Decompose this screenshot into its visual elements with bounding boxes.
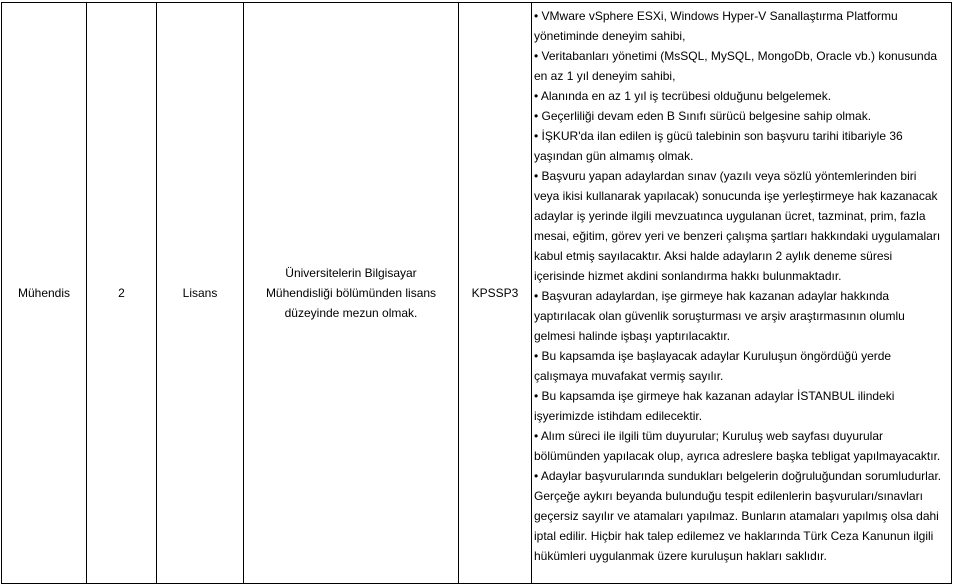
requirement-item: • Adaylar başvurularında sundukları belgelerin doğruluğundan sorumludurlar. Gerçeğe aykırı beyanda bulunduğu tespit edilenlerin başvuruları/sınavları geçersiz sayılır ve atamaları yapılmaz. Bunların atamaları yapılmış olsa dahi iptal edilir. Hiçbir hak talep edilemez ve haklarında Türk Ceza Kanunun ilgili hükümleri uygulanmak üzere kuruluşun hakları saklıdır. xyxy=(534,469,942,563)
department-cell xyxy=(244,3,459,584)
count-cell: 2 xyxy=(87,3,157,584)
table-row xyxy=(2,3,952,584)
exam-cell: KPSSP3 xyxy=(459,3,532,584)
requirement-item: • Bu kapsamda işe başlayacak adaylar Kuruluşun öngördüğü yerde çalışmaya muvafakat vermiş sayılır. xyxy=(534,349,892,383)
requirement-item: • Başvuran adaylardan, işe girmeye hak kazanan adaylar hakkında yaptırılacak olan güvenlik soruşturması ve arşiv araştırmasının olumlu gelmesi halinde işbaşı yaptırılacaktır. xyxy=(534,289,905,343)
requirement-item: • Geçerliliği devam eden B Sınıfı sürücü belgesine sahip olmak. xyxy=(534,109,872,123)
requirement-item: • Veritabanları yönetimi (MsSQL, MySQL, MongoDb, Oracle vb.) konusunda en az 1 yıl deneyim sahibi, xyxy=(534,49,938,83)
requirement-item: • Bu kapsamda işe girmeye hak kazanan adaylar İSTANBUL ilindeki işyerimizde istihdam edilecektir. xyxy=(534,389,895,423)
requirement-item: • İŞKUR'da ilan edilen iş gücü talebinin son başvuru tarihi itibariyle 36 yaşından gün almamış olmak. xyxy=(534,129,903,163)
job-posting-table xyxy=(1,2,952,584)
job-posting-table-wrapper xyxy=(1,2,951,584)
requirement-item: • VMware vSphere ESXi, Windows Hyper-V Sanallaştırma Platformu yönetiminde deneyim sahibi, xyxy=(534,9,898,43)
requirements-cell xyxy=(532,3,952,584)
education-cell: Lisans xyxy=(157,3,244,584)
requirement-item: • Başvuru yapan adaylardan sınav (yazılı veya sözlü yöntemlerinden biri veya ikisi kullanarak yapılacak) sonucunda işe yerleştirmeye hak kazanacak adaylar iş yerinde ilgili mevzuatınca uygulanan ücret, tazminat, prim, fazla mesai, eğitim, görev yeri ve benzeri çalışma şartları hakkındaki uygulamaları kabul etmiş sayılacaktır. Aksi halde adayların 2 aylık deneme süresi içerisinde hizmet akdini sonlandırma hakkı bulunmaktadır. xyxy=(534,169,941,283)
position-cell: Mühendis xyxy=(2,3,87,584)
requirement-item: • Alanında en az 1 yıl iş tecrübesi olduğunu belgelemek. xyxy=(534,89,832,103)
requirement-item: • Alım süreci ile ilgili tüm duyurular; Kuruluş web sayfası duyurular bölümünden yapılacak olup, ayrıca adreslere başka tebligat yapılmayacaktır. xyxy=(534,429,941,463)
department-text: Üniversitelerin Bilgisayar Mühendisliği bölümünden lisans düzeyinde mezun olmak. xyxy=(265,266,437,320)
